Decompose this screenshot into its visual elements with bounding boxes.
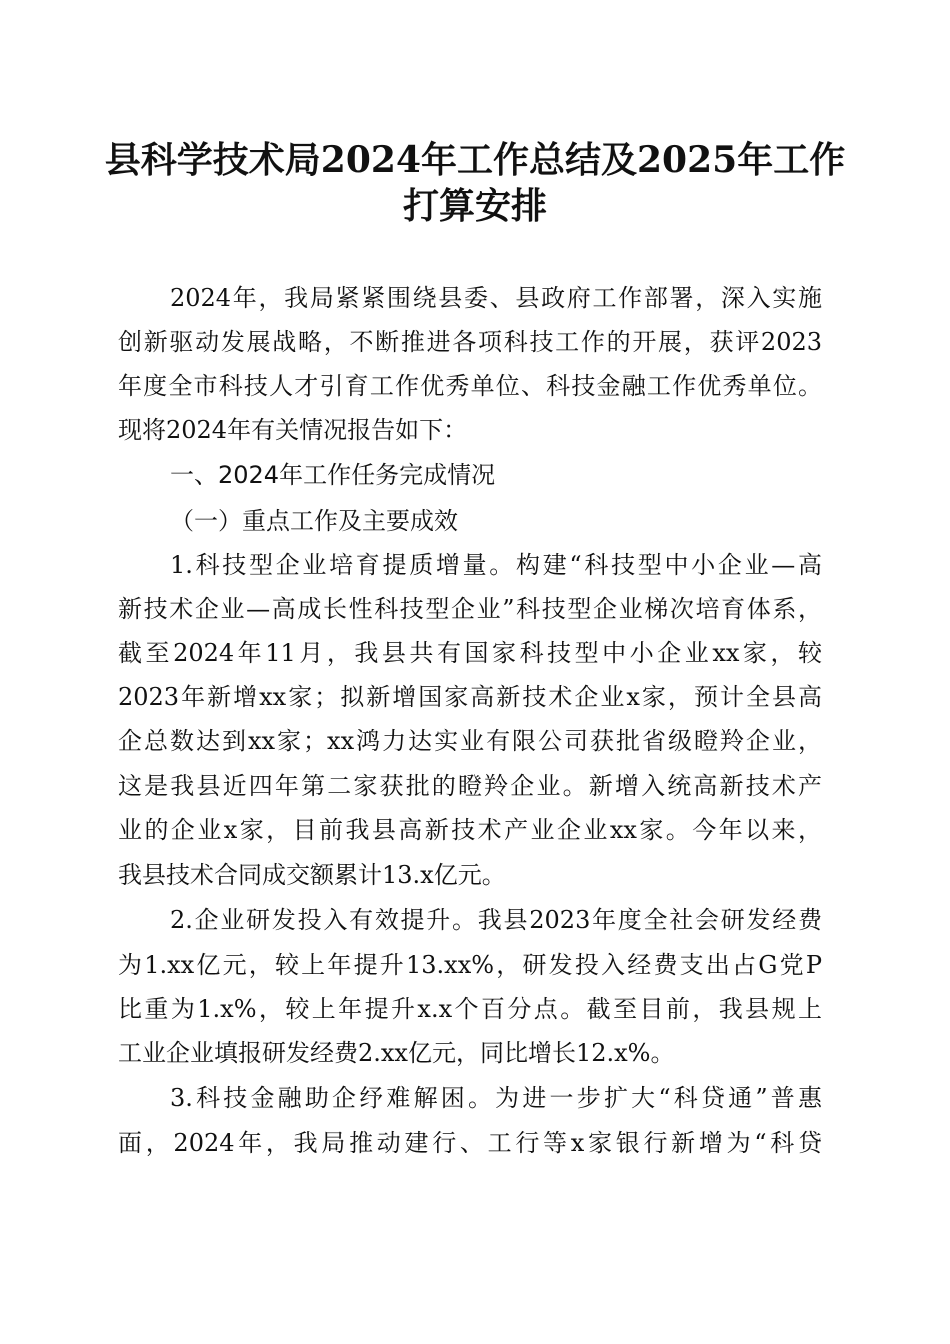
paragraph-line: 工业企业填报研发经费2.xx亿元，同比增长12.x%。 [118, 1039, 675, 1067]
paragraph-line: 2023年新增xx家；拟新增国家高新技术企业x家，预计全县高 [118, 683, 822, 711]
intro-line: 年度全市科技人才引育工作优秀单位、科技金融工作优秀单位。 [118, 372, 822, 400]
paragraph-line: 业的企业x家，目前我县高新技术产业企业xx家。今年以来， [118, 816, 822, 844]
paragraph-line: 截至2024年11月，我县共有国家科技型中小企业xx家，较 [118, 639, 822, 667]
paragraph-line: 3.科技金融助企纾难解困。为进一步扩大“科贷通”普惠 [170, 1084, 822, 1112]
document-title-line-2: 打算安排 [402, 185, 547, 227]
paragraph-line: 新技术企业—高成长性科技型企业”科技型企业梯次培育体系， [118, 595, 822, 623]
paragraph-line: 这是我县近四年第二家获批的瞪羚企业。新增入统高新技术产 [118, 772, 822, 800]
paragraph-line: 面，2024年，我局推动建行、工行等x家银行新增为“科贷 [118, 1129, 822, 1157]
paragraph-line: 比重为1.x%，较上年提升x.x个百分点。截至目前，我县规上 [118, 995, 822, 1023]
paragraph-line: 2.企业研发投入有效提升。我县2023年度全社会研发经费 [170, 906, 822, 934]
intro-line: 创新驱动发展战略，不断推进各项科技工作的开展，获评2023 [118, 328, 822, 356]
subsection-heading: （一）重点工作及主要成效 [170, 507, 458, 535]
intro-line: 现将2024年有关情况报告如下： [118, 416, 468, 444]
document-title-line-1: 县科学技术局2024年工作总结及2025年工作 [104, 139, 846, 181]
intro-line: 2024年，我局紧紧围绕县委、县政府工作部署，深入实施 [170, 284, 822, 312]
paragraph-line: 企总数达到xx家；xx鸿力达实业有限公司获批省级瞪羚企业， [118, 727, 822, 755]
paragraph-line: 为1.xx亿元，较上年提升13.xx%，研发投入经费支出占G党P [118, 951, 822, 979]
paragraph-line: 1.科技型企业培育提质增量。构建“科技型中小企业—高 [170, 551, 822, 579]
section-heading: 一、2024年工作任务完成情况 [170, 461, 496, 489]
paragraph-line: 我县技术合同成交额累计13.x亿元。 [118, 861, 506, 889]
